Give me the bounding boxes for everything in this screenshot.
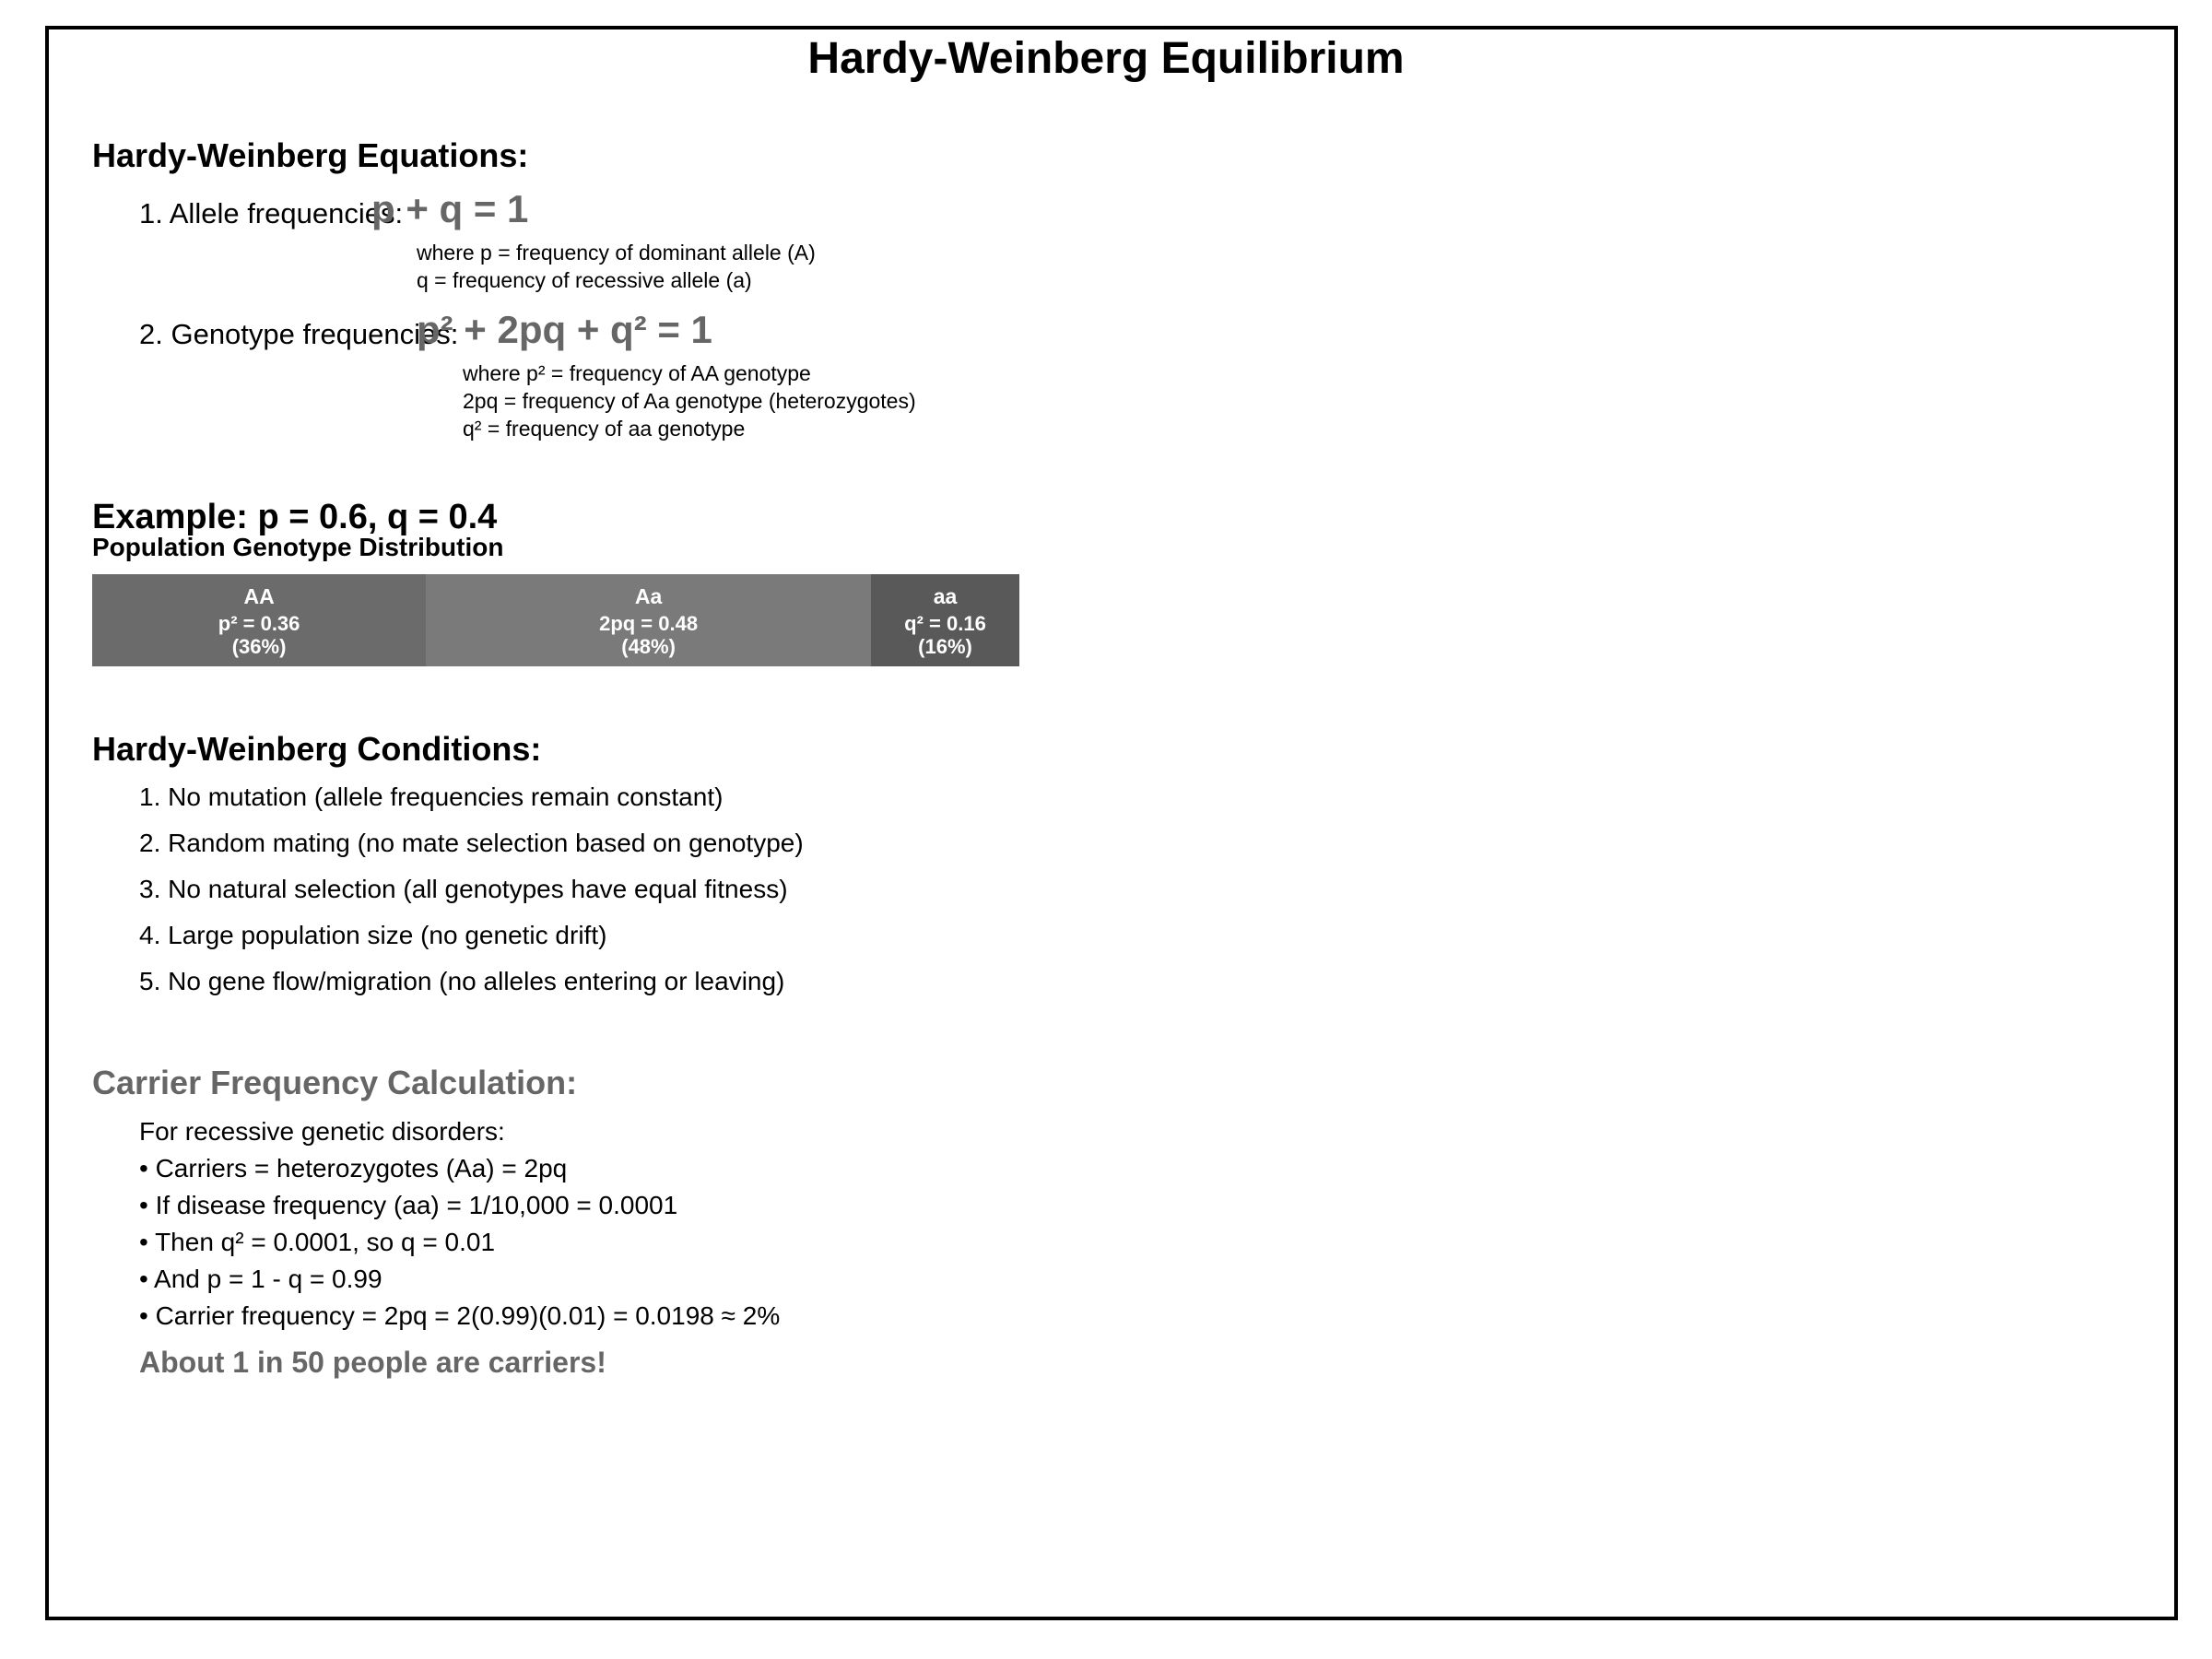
condition-item: 4. Large population size (no genetic drift) (139, 921, 607, 949)
carrier-line: • If disease frequency (aa) = 1/10,000 = 0.0001 (139, 1191, 678, 1219)
genotype-percent-label: (16%) (918, 634, 972, 658)
carrier-line: • Then q² = 0.0001, so q = 0.01 (139, 1228, 496, 1256)
genotype-note-2: 2pq = frequency of Aa genotype (heterozygotes) (463, 389, 916, 413)
genotype-formula-label: q² = 0.16 (904, 611, 986, 635)
genotype-distribution-bar (92, 574, 1019, 666)
carrier-conclusion: About 1 in 50 people are carriers! (139, 1346, 606, 1379)
allele-label: 1. Allele frequencies: (139, 197, 404, 229)
genotype-note-1: where p² = frequency of AA genotype (463, 361, 811, 385)
equations-heading: Hardy-Weinberg Equations: (92, 136, 529, 174)
distribution-subheading: Population Genotype Distribution (92, 533, 504, 561)
genotype-label: 2. Genotype frequencies: (139, 318, 459, 350)
carrier-line: For recessive genetic disorders: (139, 1117, 505, 1146)
genotype-formula-label: 2pq = 0.48 (599, 611, 699, 635)
allele-note-1: where p = frequency of dominant allele (A) (417, 241, 816, 265)
genotype-note-3: q² = frequency of aa genotype (463, 417, 746, 441)
genotype-segment-Aa (426, 574, 871, 666)
genotype-segment-aa (871, 574, 1019, 666)
allele-note-2: q = frequency of recessive allele (a) (417, 268, 752, 292)
genotype-formula-label: p² = 0.36 (218, 611, 300, 635)
condition-item: 2. Random mating (no mate selection based on genotype) (139, 829, 804, 857)
genotype-name-label: aa (933, 583, 958, 608)
genotype-percent-label: (48%) (621, 634, 676, 658)
genotype-name-label: AA (243, 583, 275, 608)
example-heading: Example: p = 0.6, q = 0.4 (92, 498, 498, 536)
allele-formula: p + q = 1 (371, 187, 529, 230)
genotype-segment-AA (92, 574, 426, 666)
conditions-heading: Hardy-Weinberg Conditions: (92, 730, 542, 768)
carrier-heading: Carrier Frequency Calculation: (92, 1064, 578, 1101)
condition-item: 5. No gene flow/migration (no alleles entering or leaving) (139, 967, 785, 995)
condition-item: 3. No natural selection (all genotypes have equal fitness) (139, 875, 788, 903)
condition-item: 1. No mutation (allele frequencies remain constant) (139, 782, 724, 811)
carrier-line: • Carrier frequency = 2pq = 2(0.99)(0.01) = 0.0198 ≈ 2% (139, 1301, 781, 1330)
diagram-frame (45, 26, 2178, 1620)
genotype-percent-label: (36%) (231, 634, 287, 658)
carrier-line: • Carriers = heterozygotes (Aa) = 2pq (139, 1154, 568, 1182)
diagram-title: Hardy-Weinberg Equilibrium (807, 34, 1405, 83)
carrier-line: • And p = 1 - q = 0.99 (139, 1265, 382, 1293)
genotype-name-label: Aa (634, 583, 663, 608)
genotype-formula: p² + 2pq + q² = 1 (417, 308, 712, 351)
